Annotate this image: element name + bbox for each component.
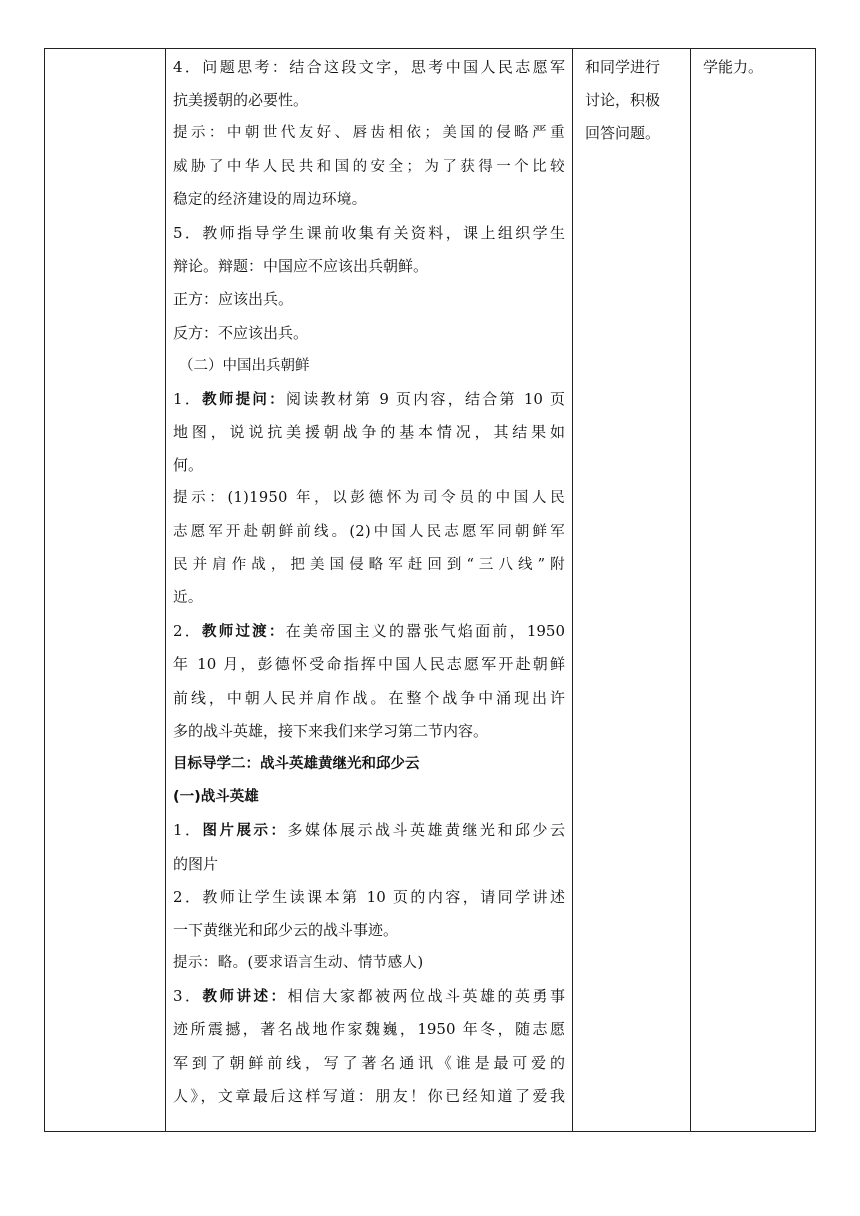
text-line: 地图，说说抗美援朝战争的基本情况，其结果如	[173, 423, 565, 442]
text-line: 志愿军开赴朝鲜前线。(2)中国人民志愿军同朝鲜军	[173, 523, 565, 540]
text-line: 何。	[173, 456, 204, 475]
cell-line: 回答问题。	[585, 124, 661, 143]
item-label: 教师提问：	[202, 391, 286, 408]
item-number: 1．	[173, 821, 203, 840]
item-number: 3．	[173, 987, 203, 1006]
student-activity-column	[585, 49, 695, 151]
item-text: 多媒体展示战斗英雄黄继光和邱少云	[287, 821, 565, 840]
text-line	[173, 814, 565, 847]
text-line: 迹所震撼，著名战地作家魏巍，1950 年冬，随志愿	[173, 1020, 565, 1039]
cell-line: 学能力。	[703, 58, 764, 76]
text-line: 军到了朝鲜前线，写了著名通讯《谁是最可爱的	[173, 1053, 565, 1072]
text-line: 人》，文章最后这样写道：朋友！你已经知道了爱我	[173, 1086, 565, 1105]
text-line: 提示：中朝世代友好、唇齿相依；美国的侵略严重	[173, 125, 565, 142]
cell-line: 讨论，积极	[585, 91, 661, 110]
item-text: 在美帝国主义的嚣张气焰面前，1950	[285, 622, 565, 641]
text-line: 5．教师指导学生课前收集有关资料，课上组织学生	[173, 223, 565, 242]
item-number: 1．	[173, 389, 203, 408]
text-line: 民并肩作战，把美国侵略军赶回到“三八线”附	[173, 556, 565, 573]
item-label: 图片展示：	[202, 823, 288, 840]
text-line: 目标导学二：战斗英雄黄继光和邱少云	[173, 755, 420, 772]
text-line	[173, 980, 565, 1013]
text-line: (一)战斗英雄	[173, 789, 259, 806]
text-line: 前线，中朝人民并肩作战。在整个战争中涌现出许	[173, 688, 565, 707]
lesson-table	[44, 48, 816, 1132]
text-line: 提示：(1)1950 年，以彭德怀为司令员的中国人民	[173, 490, 565, 507]
text-line: 抗美援朝的必要性。	[173, 91, 309, 110]
text-line: 提示：略。(要求语言生动、情节感人)	[173, 955, 424, 972]
text-line: 反方：不应该出兵。	[173, 323, 309, 342]
text-line	[173, 615, 565, 648]
item-label: 教师讲述：	[202, 989, 288, 1006]
column-divider	[690, 49, 691, 1131]
text-line: 4．问题思考：结合这段文字，思考中国人民志愿军	[173, 58, 565, 76]
item-text: 相信大家都被两位战斗英雄的英勇事	[287, 987, 565, 1006]
text-line: 一下黄继光和邱少云的战斗事迹。	[173, 920, 399, 939]
item-number: 2．	[173, 622, 202, 641]
item-label: 教师过渡：	[202, 624, 286, 641]
text-line: 多的战斗英雄，接下来我们来学习第二节内容。	[173, 721, 489, 740]
text-line: 正方：应该出兵。	[173, 290, 294, 309]
text-line: 辩论。辩题：中国应不应该出兵朝鲜。	[173, 257, 429, 276]
text-line: 威胁了中华人民共和国的安全；为了获得一个比较	[173, 158, 565, 175]
design-intent-column	[703, 49, 813, 84]
text-line: 近。	[173, 590, 203, 606]
cell-line: 和同学进行	[585, 58, 661, 76]
text-line: 年 10 月，彭德怀受命指挥中国人民志愿军开赴朝鲜	[173, 655, 565, 674]
text-line: 2．教师让学生读课本第 10 页的内容，请同学讲述	[173, 887, 565, 906]
text-line: （二）中国出兵朝鲜	[179, 357, 310, 374]
text-line: 稳定的经济建设的周边环境。	[173, 191, 367, 208]
text-line	[173, 383, 565, 416]
column-divider	[572, 49, 573, 1131]
text-line: 的图片	[173, 854, 219, 873]
teaching-content-column	[173, 49, 565, 1113]
column-divider	[165, 49, 166, 1131]
item-text: 阅读教材第 9 页内容，结合第 10 页	[285, 389, 565, 408]
